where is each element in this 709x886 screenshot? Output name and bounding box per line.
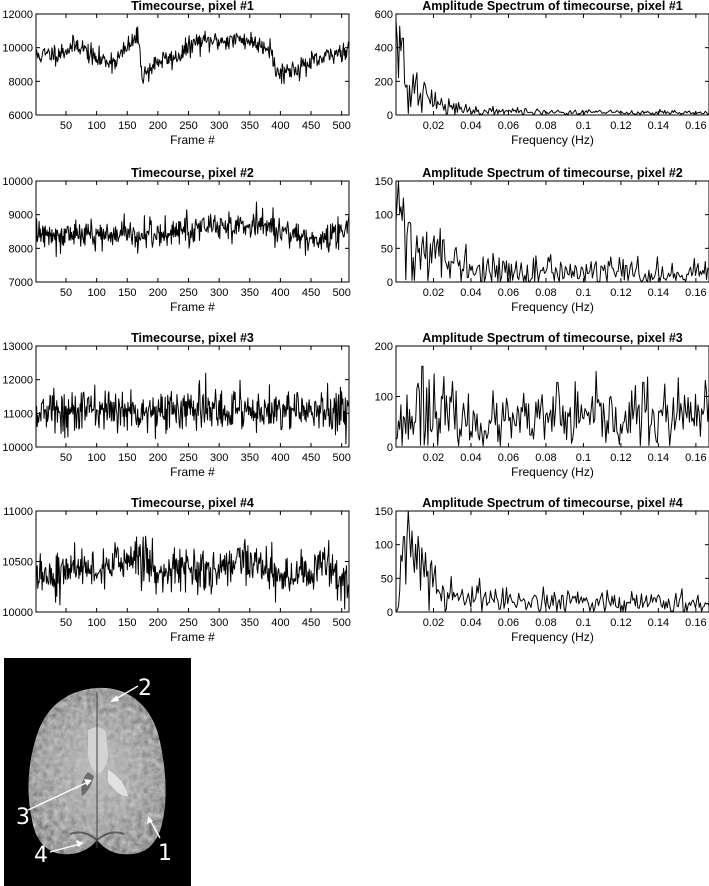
- y-tick-label: 0: [386, 607, 393, 619]
- x-tick-label: 50: [59, 120, 73, 132]
- y-tick-label: 12000: [2, 374, 33, 387]
- x-tick-label: 150: [118, 452, 137, 464]
- x-tick-label: 500: [332, 120, 351, 132]
- y-tick-label: 50: [380, 243, 393, 256]
- chart-7: [2, 496, 350, 644]
- x-tick-label: 0.12: [610, 287, 632, 299]
- x-tick-label: 0.02: [422, 617, 445, 629]
- chart-6: [375, 331, 709, 479]
- x-tick-label: 200: [148, 617, 168, 629]
- x-tick-label: 200: [148, 452, 168, 464]
- x-tick-label: 250: [179, 120, 198, 132]
- x-tick-label: 0.16: [685, 287, 707, 299]
- x-tick-label: 100: [87, 120, 106, 132]
- marker-label-1: 1: [158, 841, 172, 866]
- y-tick-label: 9000: [8, 209, 33, 222]
- x-tick-label: 250: [179, 617, 198, 629]
- x-tick-label: 400: [271, 120, 290, 132]
- x-axis-label: Frame #: [170, 465, 215, 479]
- chart-title: Timecourse, pixel #3: [131, 331, 254, 345]
- y-tick-label: 8000: [8, 76, 33, 89]
- chart-title: Amplitude Spectrum of timecourse, pixel #3: [422, 331, 683, 345]
- x-tick-label: 0.02: [422, 120, 445, 132]
- x-tick-label: 150: [118, 617, 137, 629]
- chart-8: [375, 496, 709, 644]
- marker-label-3: 3: [16, 805, 30, 830]
- x-tick-label: 0.06: [497, 617, 520, 629]
- x-tick-label: 250: [179, 287, 198, 299]
- x-tick-label: 0.14: [647, 287, 670, 299]
- x-tick-label: 0.12: [610, 120, 632, 132]
- x-axis-label: Frame #: [170, 630, 215, 644]
- x-tick-label: 150: [118, 287, 137, 299]
- x-tick-label: 400: [271, 287, 290, 299]
- chart-title: Timecourse, pixel #1: [131, 0, 254, 13]
- y-tick-label: 10000: [2, 42, 33, 55]
- y-tick-label: 100: [374, 539, 393, 552]
- y-tick-label: 7000: [8, 277, 33, 289]
- x-tick-label: 0.06: [497, 287, 520, 299]
- chart-title: Timecourse, pixel #2: [131, 166, 254, 180]
- x-tick-label: 0.16: [685, 617, 707, 629]
- x-tick-label: 0.1: [575, 120, 592, 132]
- y-tick-label: 10500: [2, 556, 33, 569]
- x-tick-label: 50: [59, 617, 73, 629]
- x-tick-label: 0.06: [497, 452, 520, 464]
- x-tick-label: 500: [332, 452, 351, 464]
- x-tick-label: 450: [301, 452, 321, 464]
- x-tick-label: 0.1: [575, 617, 592, 629]
- x-tick-label: 200: [148, 120, 168, 132]
- x-tick-label: 0.16: [685, 120, 707, 132]
- x-tick-label: 400: [271, 452, 290, 464]
- chart-3: [2, 166, 350, 314]
- x-tick-label: 400: [271, 617, 290, 629]
- x-axis-label: Frequency (Hz): [511, 630, 594, 644]
- y-tick-label: 0: [386, 110, 393, 122]
- x-tick-label: 0.1: [575, 287, 592, 299]
- x-tick-label: 300: [209, 452, 229, 464]
- x-tick-label: 350: [240, 120, 259, 132]
- y-tick-label: 50: [380, 573, 393, 586]
- chart-1: [2, 0, 350, 147]
- y-tick-label: 0: [386, 442, 393, 454]
- x-tick-label: 100: [87, 452, 106, 464]
- chart-2: [375, 0, 709, 147]
- y-tick-label: 150: [374, 176, 393, 188]
- x-tick-label: 100: [87, 617, 106, 629]
- x-tick-label: 300: [209, 120, 229, 132]
- chart-4: [375, 166, 709, 314]
- x-tick-label: 350: [240, 617, 259, 629]
- brain-image-panel: [4, 658, 191, 886]
- x-tick-label: 450: [301, 287, 321, 299]
- x-tick-label: 0.08: [535, 617, 557, 629]
- plot-area: [396, 14, 709, 115]
- x-tick-label: 300: [209, 287, 229, 299]
- y-tick-label: 100: [374, 209, 393, 222]
- y-tick-label: 6000: [8, 110, 33, 122]
- x-tick-label: 100: [87, 287, 106, 299]
- x-tick-label: 200: [148, 287, 168, 299]
- x-tick-label: 0.14: [647, 452, 670, 464]
- x-tick-label: 0.04: [460, 617, 482, 629]
- x-tick-label: 0.08: [535, 120, 557, 132]
- x-tick-label: 0.08: [535, 452, 557, 464]
- x-tick-label: 450: [301, 120, 321, 132]
- x-tick-label: 0.08: [535, 287, 557, 299]
- y-tick-label: 600: [374, 9, 393, 21]
- y-tick-label: 12000: [2, 9, 33, 21]
- y-tick-label: 8000: [8, 243, 33, 256]
- x-tick-label: 0.04: [460, 452, 482, 464]
- x-tick-label: 0.14: [647, 617, 670, 629]
- x-tick-label: 0.06: [497, 120, 520, 132]
- y-tick-label: 150: [374, 506, 393, 518]
- x-tick-label: 250: [179, 452, 198, 464]
- x-axis-label: Frequency (Hz): [511, 465, 594, 479]
- marker-label-2: 2: [138, 676, 152, 701]
- x-axis-label: Frequency (Hz): [511, 300, 594, 314]
- y-tick-label: 11000: [3, 408, 33, 421]
- y-tick-label: 200: [374, 341, 393, 353]
- y-tick-label: 200: [374, 76, 393, 89]
- x-tick-label: 0.14: [647, 120, 670, 132]
- x-tick-label: 450: [301, 617, 321, 629]
- x-tick-label: 0.04: [460, 120, 482, 132]
- x-tick-label: 150: [118, 120, 137, 132]
- y-tick-label: 100: [374, 391, 393, 404]
- x-axis-label: Frame #: [170, 133, 215, 147]
- x-tick-label: 0.12: [610, 452, 632, 464]
- chart-title: Amplitude Spectrum of timecourse, pixel #1: [422, 0, 683, 13]
- y-tick-label: 0: [386, 277, 393, 289]
- x-tick-label: 350: [240, 452, 259, 464]
- y-tick-label: 11000: [3, 506, 33, 518]
- x-tick-label: 0.02: [422, 452, 445, 464]
- x-tick-label: 50: [59, 287, 73, 299]
- x-tick-label: 500: [332, 287, 351, 299]
- x-tick-label: 50: [59, 452, 73, 464]
- chart-title: Amplitude Spectrum of timecourse, pixel #4: [422, 496, 683, 510]
- y-tick-label: 13000: [2, 341, 33, 353]
- marker-label-4: 4: [34, 843, 48, 868]
- y-tick-label: 10000: [2, 176, 33, 188]
- x-tick-label: 0.1: [575, 452, 592, 464]
- chart-5: [2, 331, 350, 479]
- chart-title: Amplitude Spectrum of timecourse, pixel #2: [422, 166, 683, 180]
- x-tick-label: 0.04: [460, 287, 482, 299]
- x-axis-label: Frame #: [170, 300, 215, 314]
- x-tick-label: 500: [332, 617, 351, 629]
- x-tick-label: 0.12: [610, 617, 632, 629]
- x-tick-label: 0.16: [685, 452, 707, 464]
- y-tick-label: 10000: [2, 607, 33, 619]
- chart-title: Timecourse, pixel #4: [131, 496, 254, 510]
- y-tick-label: 10000: [2, 442, 33, 454]
- x-tick-label: 350: [240, 287, 259, 299]
- x-tick-label: 300: [209, 617, 229, 629]
- x-tick-label: 0.02: [422, 287, 445, 299]
- x-axis-label: Frequency (Hz): [511, 133, 594, 147]
- y-tick-label: 400: [374, 42, 393, 55]
